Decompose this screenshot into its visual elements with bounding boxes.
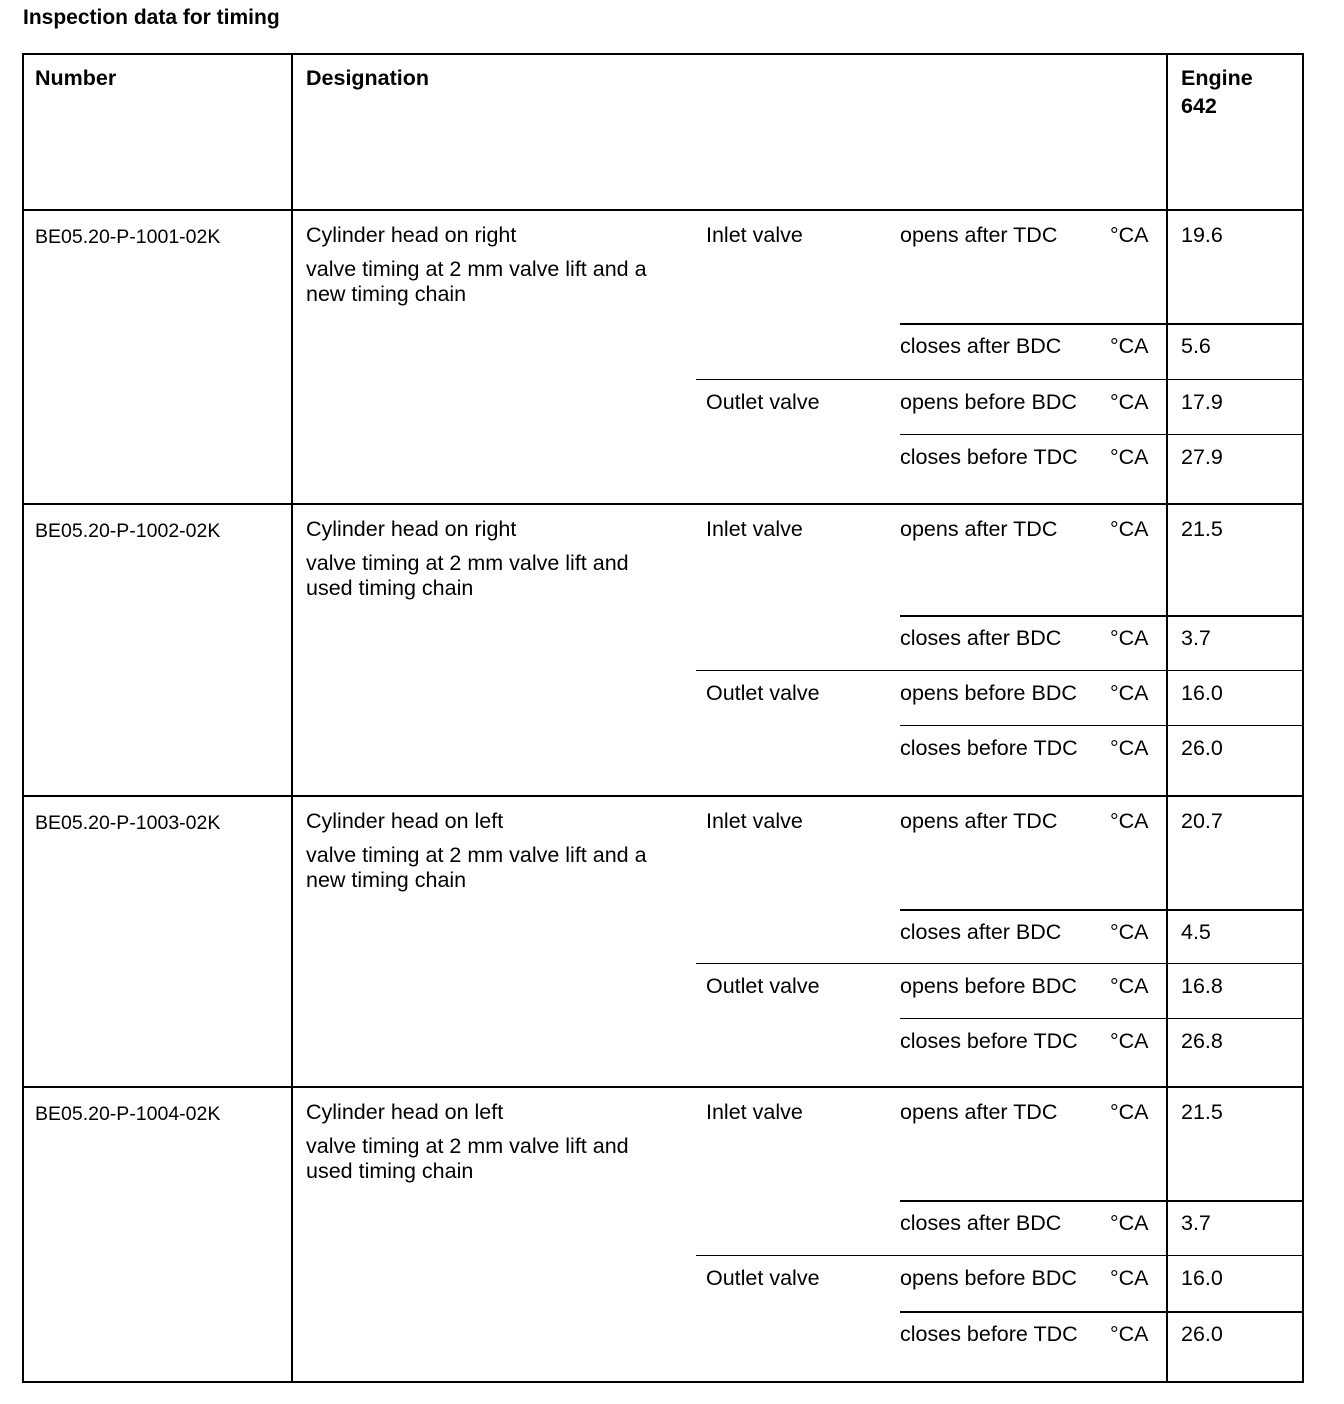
header-divider bbox=[24, 209, 1302, 211]
column-divider bbox=[291, 55, 293, 1381]
part-number: BE05.20-P-1004-02K bbox=[35, 1103, 221, 1125]
valve-label: Outlet valve bbox=[706, 390, 820, 414]
timing-value: 20.7 bbox=[1181, 809, 1223, 833]
timing-value: 26.0 bbox=[1181, 736, 1223, 760]
valve-label: Inlet valve bbox=[706, 517, 803, 541]
timing-event: opens before BDC bbox=[900, 681, 1077, 705]
description-line: valve timing at 2 mm valve lift and bbox=[306, 551, 629, 575]
timing-event: opens before BDC bbox=[900, 1266, 1077, 1290]
row-divider bbox=[24, 503, 1302, 505]
timing-event: opens before BDC bbox=[900, 390, 1077, 414]
timing-event: closes after BDC bbox=[900, 334, 1062, 358]
timing-value: 26.8 bbox=[1181, 1029, 1223, 1053]
page-title: Inspection data for timing bbox=[23, 6, 280, 29]
sub-row-divider bbox=[696, 670, 1302, 671]
timing-value: 5.6 bbox=[1181, 334, 1211, 358]
unit-label: °CA bbox=[1110, 223, 1149, 247]
sub-row-divider bbox=[900, 1018, 1302, 1019]
timing-value: 17.9 bbox=[1181, 390, 1223, 414]
unit-label: °CA bbox=[1110, 517, 1149, 541]
row-divider bbox=[24, 795, 1302, 797]
timing-value: 3.7 bbox=[1181, 626, 1211, 650]
column-divider bbox=[1166, 55, 1168, 1381]
sub-row-divider bbox=[696, 1255, 1302, 1256]
cylinder-head-label: Cylinder head on right bbox=[306, 517, 517, 541]
sub-row-divider bbox=[900, 1200, 1302, 1202]
row-divider bbox=[24, 1086, 1302, 1088]
timing-value: 21.5 bbox=[1181, 517, 1223, 541]
unit-label: °CA bbox=[1110, 809, 1149, 833]
unit-label: °CA bbox=[1110, 334, 1149, 358]
timing-event: closes before TDC bbox=[900, 1029, 1078, 1053]
timing-event: opens after TDC bbox=[900, 809, 1058, 833]
timing-value: 19.6 bbox=[1181, 223, 1223, 247]
description-line: used timing chain bbox=[306, 576, 474, 600]
timing-value: 4.5 bbox=[1181, 920, 1211, 944]
unit-label: °CA bbox=[1110, 681, 1149, 705]
valve-label: Outlet valve bbox=[706, 681, 820, 705]
header-designation: Designation bbox=[306, 66, 430, 90]
timing-value: 27.9 bbox=[1181, 445, 1223, 469]
timing-event: opens after TDC bbox=[900, 1100, 1058, 1124]
valve-label: Inlet valve bbox=[706, 809, 803, 833]
timing-event: opens after TDC bbox=[900, 223, 1058, 247]
unit-label: °CA bbox=[1110, 920, 1149, 944]
sub-row-divider bbox=[900, 909, 1302, 911]
cylinder-head-label: Cylinder head on right bbox=[306, 223, 517, 247]
description-line: new timing chain bbox=[306, 282, 467, 306]
timing-value: 16.0 bbox=[1181, 681, 1223, 705]
part-number: BE05.20-P-1002-02K bbox=[35, 520, 221, 542]
timing-value: 16.0 bbox=[1181, 1266, 1223, 1290]
sub-row-divider bbox=[900, 615, 1302, 617]
unit-label: °CA bbox=[1110, 1322, 1149, 1346]
sub-row-divider bbox=[900, 323, 1302, 325]
cylinder-head-label: Cylinder head on left bbox=[306, 809, 504, 833]
sub-row-divider bbox=[900, 434, 1302, 435]
description-line: valve timing at 2 mm valve lift and bbox=[306, 1134, 629, 1158]
unit-label: °CA bbox=[1110, 1211, 1149, 1235]
part-number: BE05.20-P-1001-02K bbox=[35, 226, 221, 248]
unit-label: °CA bbox=[1110, 1266, 1149, 1290]
timing-event: closes after BDC bbox=[900, 920, 1062, 944]
timing-event: opens before BDC bbox=[900, 974, 1077, 998]
header-engine-number: 642 bbox=[1181, 94, 1217, 118]
timing-event: closes before TDC bbox=[900, 736, 1078, 760]
unit-label: °CA bbox=[1110, 736, 1149, 760]
valve-label: Inlet valve bbox=[706, 223, 803, 247]
timing-event: closes after BDC bbox=[900, 1211, 1062, 1235]
valve-label: Inlet valve bbox=[706, 1100, 803, 1124]
timing-table bbox=[22, 53, 1304, 1383]
timing-value: 16.8 bbox=[1181, 974, 1223, 998]
description-line: new timing chain bbox=[306, 868, 467, 892]
sub-row-divider bbox=[696, 963, 1302, 964]
cylinder-head-label: Cylinder head on left bbox=[306, 1100, 504, 1124]
description-line: used timing chain bbox=[306, 1159, 474, 1183]
unit-label: °CA bbox=[1110, 445, 1149, 469]
description-line: valve timing at 2 mm valve lift and a bbox=[306, 843, 647, 867]
unit-label: °CA bbox=[1110, 626, 1149, 650]
timing-value: 26.0 bbox=[1181, 1322, 1223, 1346]
timing-event: closes before TDC bbox=[900, 445, 1078, 469]
header-engine: Engine bbox=[1181, 66, 1253, 90]
unit-label: °CA bbox=[1110, 1029, 1149, 1053]
timing-event: opens after TDC bbox=[900, 517, 1058, 541]
unit-label: °CA bbox=[1110, 390, 1149, 414]
unit-label: °CA bbox=[1110, 1100, 1149, 1124]
header-number: Number bbox=[35, 66, 117, 90]
timing-value: 3.7 bbox=[1181, 1211, 1211, 1235]
sub-row-divider bbox=[900, 725, 1302, 726]
description-line: valve timing at 2 mm valve lift and a bbox=[306, 257, 647, 281]
part-number: BE05.20-P-1003-02K bbox=[35, 812, 221, 834]
valve-label: Outlet valve bbox=[706, 974, 820, 998]
timing-value: 21.5 bbox=[1181, 1100, 1223, 1124]
timing-event: closes before TDC bbox=[900, 1322, 1078, 1346]
timing-event: closes after BDC bbox=[900, 626, 1062, 650]
sub-row-divider bbox=[900, 1311, 1302, 1313]
unit-label: °CA bbox=[1110, 974, 1149, 998]
valve-label: Outlet valve bbox=[706, 1266, 820, 1290]
sub-row-divider bbox=[696, 379, 1302, 380]
